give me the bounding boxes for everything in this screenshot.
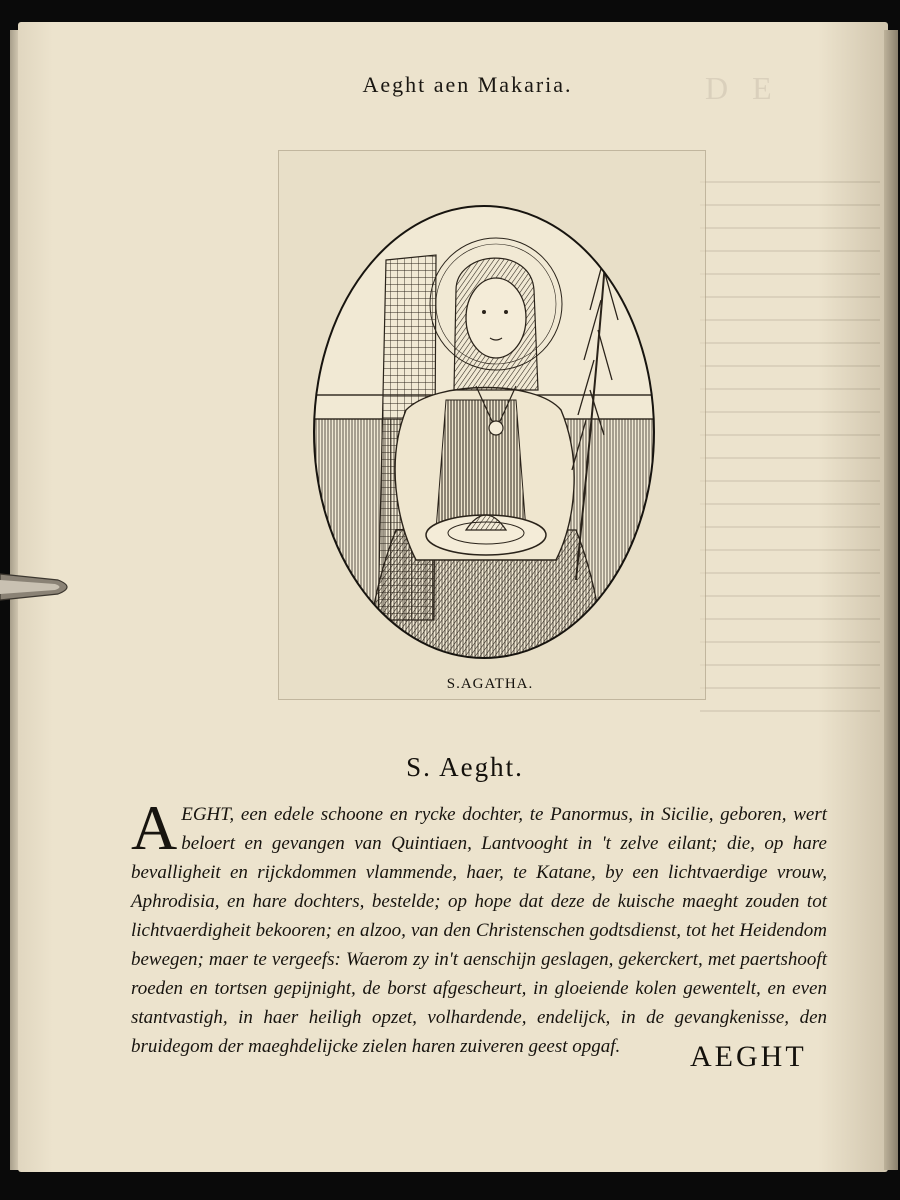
page-right-edge [884,30,898,1170]
saint-agatha-engraving [306,200,662,664]
bleed-through-text [700,160,880,760]
bookmark-pin-icon [0,566,80,608]
plate-caption: S.AGATHA. [446,676,534,692]
drop-cap: A [131,792,178,863]
catchword: AEGHT [690,1040,807,1073]
body-paragraph [131,792,827,1061]
section-title: S. Aeght. [406,752,524,782]
bleed-through-heading: D E [705,70,780,106]
body-text: EGHT, een edele schoone en rycke dochter, te Panormus, in Sicilie, geboren, wert beloert en gevangen van Quintiaen, Lantvooght in 't zelve eilant; die, op hare bevalligheit en rijckdommen vlammende, haer, te Katane, by een lichtvaerdige vrouw, Aphrodisia, en hare dochters, bestelde; op hope dat deze de kuische maeght zouden tot lichtvaerdigheit bekooren; en alzoo, van den Christenschen godtsdienst, tot het Heidendom bewegen; maer te vergeefs: Waerom zy in't aenschijn geslagen, gekerckert, met paertshooft roeden en tortsen gepijnight, de borst afgescheurt, in gloeiende kolen gewentelt, en even stantvastigh, in haer heiligh opzet, volhardende, endelijck, in de gevangkenisse, den bruidegom der maeghdelijcke zielen haren zuiveren geest opgaf. [131,804,827,1057]
running-head: Aeght aen Makaria. [362,72,573,97]
